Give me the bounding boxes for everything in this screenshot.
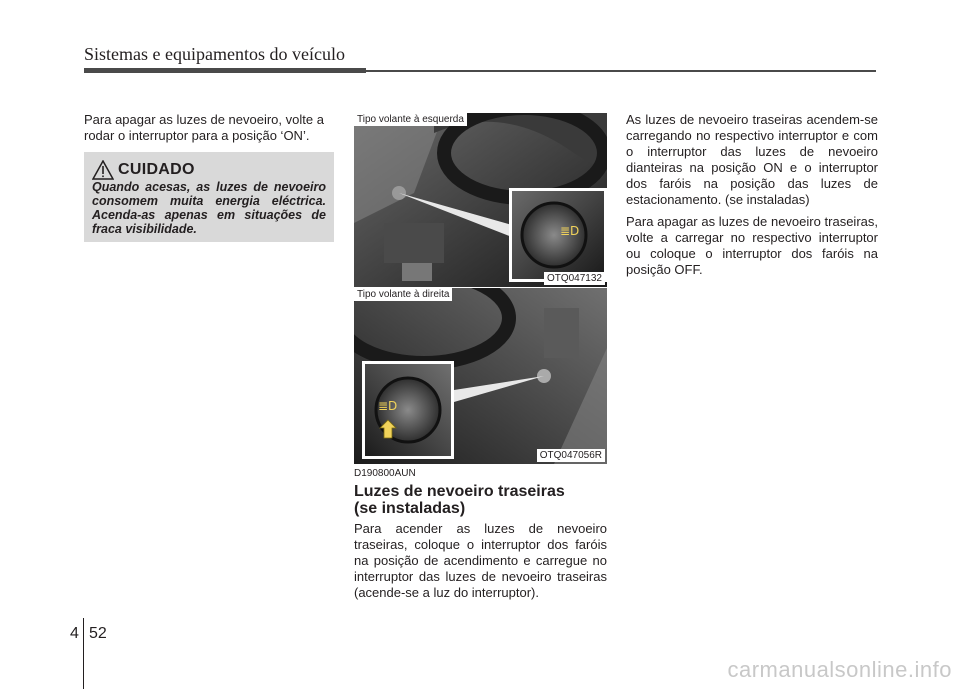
intro-paragraph: Para apagar as luzes de nevoeiro, volte a rodar o interruptor para a posição ‘ON’. [84, 112, 324, 143]
svg-text:≣D: ≣D [560, 224, 580, 238]
caution-header [92, 160, 195, 180]
right-paragraph-2: Para apagar as luzes de nevoeiro traseiras, volte a carregar no respectivo interruptor ou coloque o interruptor dos faróis na posição OFF. [626, 214, 878, 277]
dashboard-photo-rhd [354, 288, 607, 464]
caution-text: Quando acesas, as luzes de nevoeiro consomem muita energia eléctrica. Acenda-as apenas em situações de fraca visibilidade. [92, 180, 326, 236]
chapter-number: 4 [70, 625, 79, 642]
page-number: 52 [89, 625, 107, 642]
warning-triangle-icon [92, 160, 114, 180]
section-body: Para acender as luzes de nevoeiro traseiras, coloque o interruptor dos faróis na posição de acendimento e carregue no interruptor das luzes de nevoeiro traseiras (acende-se a luz do interruptor). [354, 521, 607, 600]
header-rule-thin [366, 70, 876, 72]
dashboard-photo-lhd [354, 113, 607, 287]
section-title [354, 483, 607, 517]
section-title-line1: Luzes de nevoeiro traseiras [354, 483, 565, 500]
watermark: carmanualsonline.info [727, 657, 952, 682]
figure-code-right: OTQ047056R [537, 449, 605, 462]
right-column [626, 112, 878, 284]
header-rule-thick [84, 68, 366, 73]
right-paragraph-1: As luzes de nevoeiro traseiras acendem-se carregando no respectivo interruptor e com o interruptor das luzes de nevoeiro dianteiras na posição ON e o interruptor dos faróis na posição das luzes de estacionamento. (se instaladas) [626, 112, 878, 207]
figure-right-hand-drive [354, 288, 607, 464]
caution-box [84, 152, 334, 242]
section-title-line2: (se instaladas) [354, 500, 466, 517]
footer-divider [83, 618, 84, 689]
figure-label-right: Tipo volante à direita [354, 288, 452, 301]
section-code: D190800AUN [354, 468, 416, 479]
figure-code-left: OTQ047132 [544, 272, 605, 285]
svg-text:≣D: ≣D [378, 399, 398, 413]
figure-left-hand-drive [354, 113, 607, 287]
page-header-title: Sistemas e equipamentos do veículo [84, 44, 345, 64]
figure-label-left: Tipo volante à esquerda [354, 113, 467, 126]
caution-title: CUIDADO [118, 161, 195, 178]
